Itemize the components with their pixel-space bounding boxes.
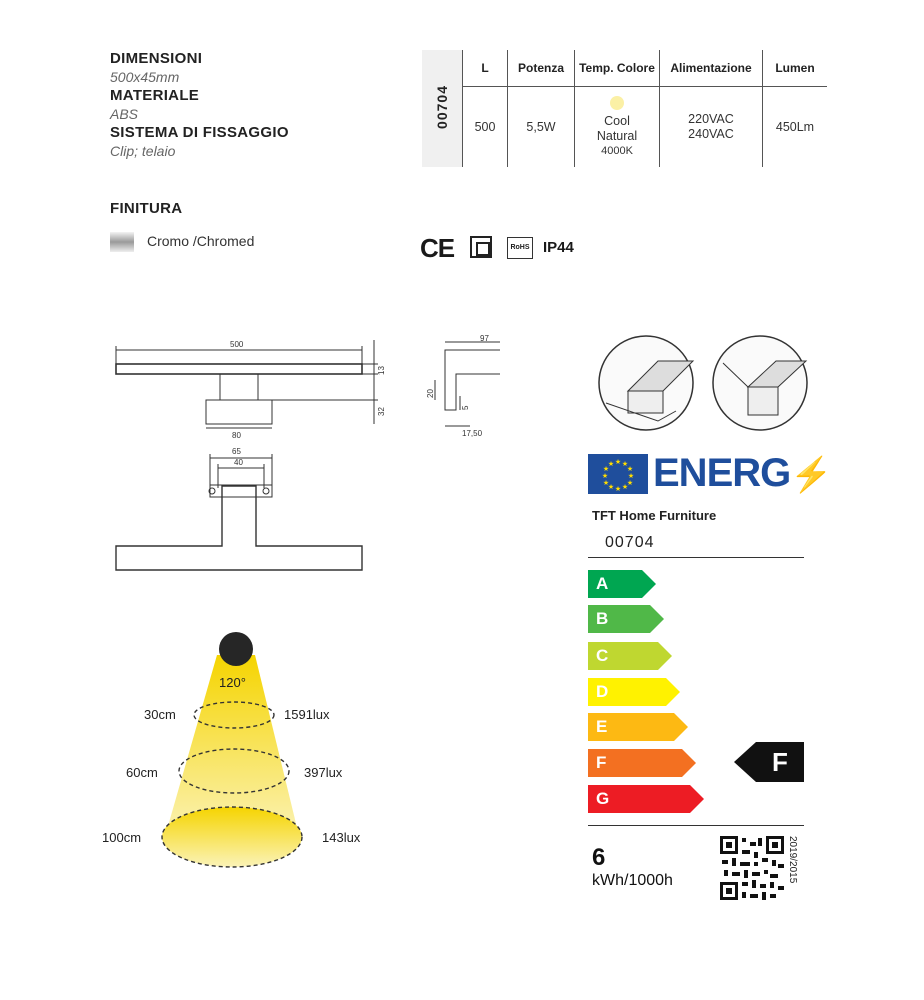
technical-drawing: [100, 330, 500, 580]
bolt-icon: ⚡: [790, 456, 832, 494]
qr-code: [720, 836, 784, 900]
spec-table: [422, 50, 827, 167]
energy-title: [653, 451, 832, 497]
fixing-label: SISTEMA DI FISSAGGIO: [110, 124, 289, 141]
label-divider-bottom: [588, 825, 804, 826]
temp-line-3: 4000K: [601, 144, 633, 157]
cell-lumen: 450Lm: [763, 87, 828, 168]
energy-class-c-bar: [588, 642, 672, 670]
svg-text:★: ★: [607, 484, 615, 491]
header-length: L: [463, 50, 508, 87]
svg-text:★: ★: [626, 480, 634, 487]
dim-side-h1: 20: [426, 389, 435, 398]
energy-class-e-letter: E: [596, 717, 608, 736]
consumption-unit: kWh/1000h: [592, 872, 673, 889]
dim-holes-inner: 40: [234, 458, 243, 467]
svg-text:★: ★: [601, 473, 609, 480]
rated-class-pointer: [734, 742, 804, 782]
energy-class-a-letter: A: [596, 574, 609, 593]
frame-mount-illustration: [713, 336, 807, 430]
ce-mark: CE: [420, 233, 455, 263]
svg-text:★: ★: [627, 473, 635, 480]
finish-label: FINITURA: [110, 200, 183, 217]
svg-text:★: ★: [602, 466, 610, 473]
header-lumen: Lumen: [775, 61, 815, 75]
regulation-wrap: [787, 836, 803, 900]
cell-power: 5,5W: [508, 87, 575, 168]
dim-width: 500: [230, 340, 244, 349]
front-mount: [220, 374, 258, 400]
supplier-name: TFT Home Furniture: [592, 508, 717, 523]
supply-line-1: 220VAC: [688, 112, 734, 126]
energy-class-g-bar: [588, 785, 704, 813]
header-supply: Alimentazione: [660, 50, 763, 87]
material-label: MATERIALE: [110, 87, 200, 104]
side-profile: [445, 350, 500, 410]
chrome-swatch: [110, 232, 134, 252]
cell-temp: [575, 87, 660, 168]
material-value: ABS: [110, 106, 139, 122]
dimensions-value: 500x45mm: [110, 69, 180, 85]
beam-distance-2: 60cm: [126, 765, 158, 780]
fixing-value: Clip; telaio: [110, 143, 176, 159]
rated-class-letter: F: [756, 742, 804, 782]
header-power: Potenza: [508, 50, 575, 87]
clip-mount-illustration: [599, 336, 693, 430]
dim-height-top: 13: [377, 366, 386, 375]
model-id: 00704: [605, 534, 655, 551]
cell-length: 500: [463, 87, 508, 168]
rohs-mark: RoHS: [507, 237, 533, 259]
energy-class-g-letter: G: [596, 789, 610, 808]
beam-lux-2: 397lux: [304, 765, 343, 780]
energy-class-a-bar: [588, 570, 656, 598]
dim-base-width: 80: [232, 431, 241, 440]
svg-text:★: ★: [621, 461, 629, 468]
energy-title-text: ENERG: [653, 451, 791, 495]
eu-flag-icon: [588, 454, 648, 494]
svg-text:★: ★: [621, 484, 629, 491]
lamp-source: [219, 632, 253, 666]
dim-holes-outer: 65: [232, 447, 241, 456]
class-2-icon: [470, 236, 492, 258]
dimensions-label: DIMENSIONI: [110, 50, 203, 67]
svg-text:★: ★: [614, 486, 622, 493]
dim-side-h2: 5: [461, 405, 470, 410]
code-cell: [422, 50, 463, 167]
header-temp: Temp. Colore: [575, 50, 660, 87]
label-divider-top: [588, 557, 804, 558]
svg-text:★: ★: [614, 459, 622, 466]
finish-value: Cromo /Chromed: [147, 233, 255, 249]
supply-line-2: 240VAC: [688, 127, 734, 141]
beam-lux-3: 143lux: [322, 830, 361, 845]
beam-diagram: [90, 625, 380, 870]
svg-text:★: ★: [607, 461, 615, 468]
energy-class-c-letter: C: [596, 646, 609, 665]
ip-rating: IP44: [543, 239, 574, 256]
energy-class-b-letter: B: [596, 609, 609, 628]
energy-class-b-bar: [588, 605, 664, 633]
dim-side-depth: 97: [480, 334, 489, 343]
top-view-bar: [116, 486, 362, 570]
energy-class-f-bar: [588, 749, 696, 777]
light-color-dot: [610, 96, 624, 110]
temp-line-1: Cool: [604, 113, 630, 128]
energy-class-d-bar: [588, 678, 680, 706]
mount-hole-right: [263, 488, 269, 494]
beam-distance-1: 30cm: [144, 707, 176, 722]
svg-text:★: ★: [626, 466, 634, 473]
beam-angle: 120°: [219, 675, 246, 690]
front-bar: [116, 364, 362, 374]
beam-distance-3: 100cm: [102, 830, 142, 845]
dim-depth-total: 32: [377, 407, 386, 416]
consumption-value: 6: [592, 844, 606, 871]
regulation-number: 2019/2015: [787, 836, 798, 884]
energy-class-f-letter: F: [596, 753, 607, 772]
energy-class-e-bar: [588, 713, 688, 741]
mounting-illustrations: [598, 333, 808, 443]
beam-lux-1: 1591lux: [284, 707, 330, 722]
temp-line-2: Natural: [596, 128, 638, 143]
svg-text:★: ★: [602, 480, 610, 487]
dim-side-base: 17,50: [462, 429, 483, 438]
cell-supply: [660, 87, 763, 168]
front-base: [206, 400, 272, 424]
product-code: 00704: [434, 85, 450, 129]
energy-class-d-letter: D: [596, 682, 609, 701]
